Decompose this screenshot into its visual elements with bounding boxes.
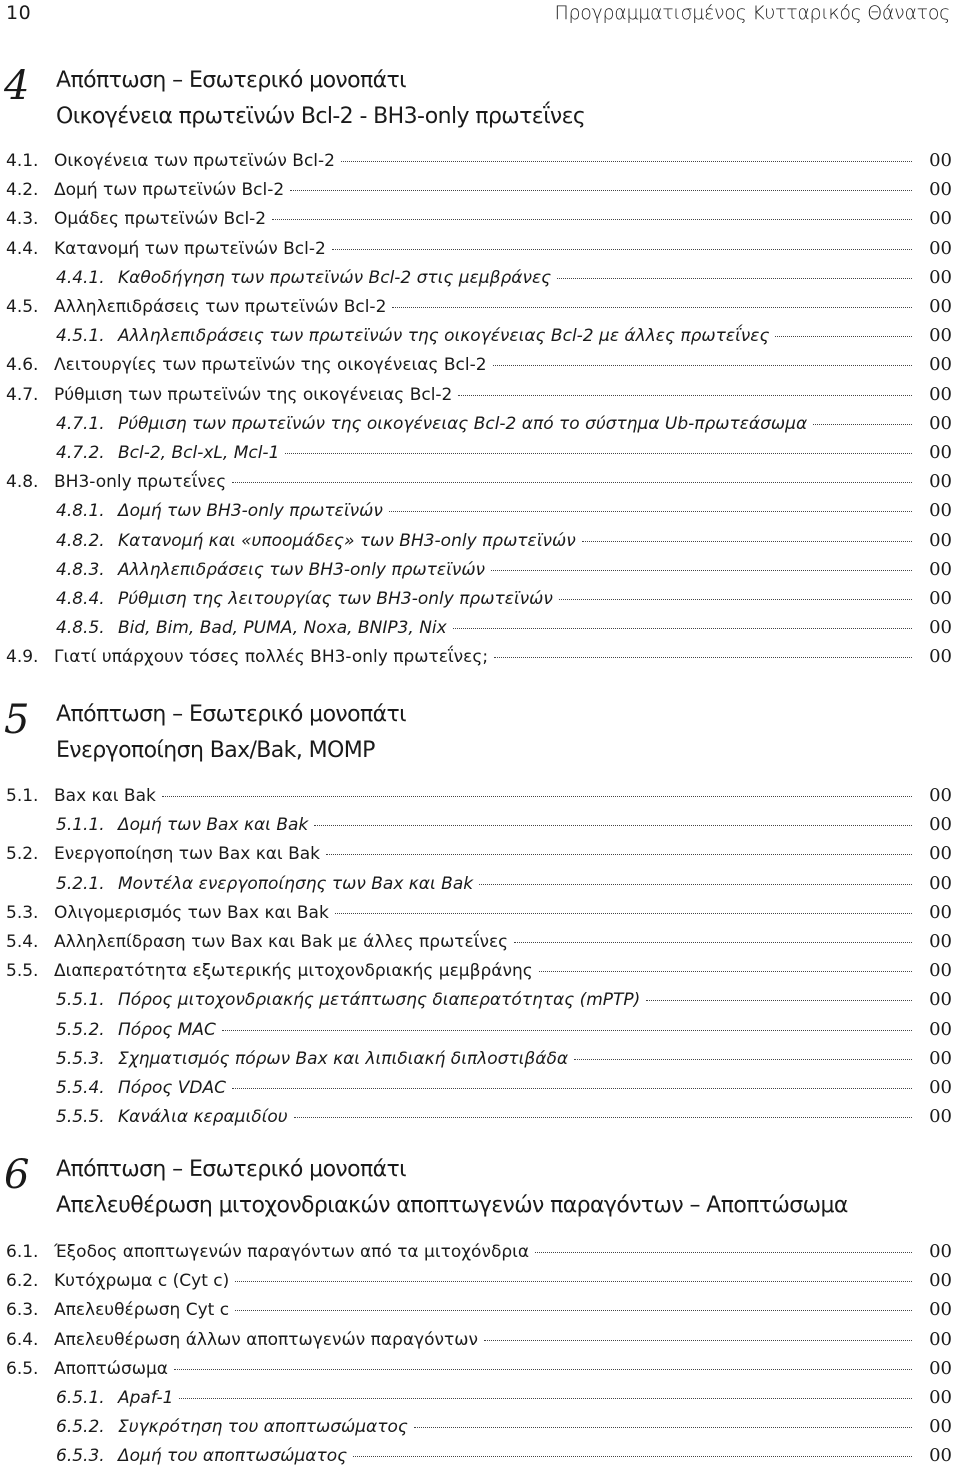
dot-leader bbox=[414, 1427, 912, 1428]
toc-entry-page: 00 bbox=[929, 1106, 952, 1128]
toc-entry[interactable] bbox=[0, 238, 960, 267]
toc-entry-title: Ρύθμιση της λειτουργίας των BH3-only πρωτεϊνών bbox=[118, 589, 553, 609]
toc-entry[interactable] bbox=[0, 1329, 960, 1358]
toc-entry[interactable] bbox=[0, 471, 960, 500]
toc-entry-page: 00 bbox=[929, 588, 952, 609]
toc-entry[interactable] bbox=[0, 814, 960, 843]
toc-entry-number: 4.8.1. bbox=[56, 501, 105, 522]
dot-leader bbox=[392, 307, 912, 308]
toc-entry-number: 4.1. bbox=[6, 151, 39, 171]
toc-entry-page: 00 bbox=[929, 296, 952, 317]
toc-entry-page: 00 bbox=[929, 989, 952, 1011]
dot-leader bbox=[235, 1281, 912, 1282]
toc-entry[interactable] bbox=[0, 1270, 960, 1299]
toc-entry-title: Bcl-2, Bcl-xL, Mcl-1 bbox=[118, 443, 280, 463]
toc-entry-page: 00 bbox=[929, 1270, 952, 1292]
toc-entry-title: Apaf-1 bbox=[118, 1388, 174, 1408]
toc-entry-title: Πόρος VDAC bbox=[118, 1078, 226, 1098]
dot-leader bbox=[514, 942, 912, 943]
chapter-title-line: Απόπτωση – Εσωτερικό μονοπάτι bbox=[56, 68, 407, 93]
toc-entry[interactable] bbox=[0, 1048, 960, 1077]
toc-entry[interactable] bbox=[0, 1387, 960, 1416]
toc-entry[interactable] bbox=[0, 588, 960, 617]
toc-entry-number: 4.4. bbox=[6, 238, 39, 259]
toc-entry-number: 4.5. bbox=[6, 297, 39, 317]
toc-entry-title: BH3-only πρωτεΐνες bbox=[54, 472, 227, 493]
toc-entry[interactable] bbox=[0, 500, 960, 529]
toc-entry-title: Γιατί υπάρχουν τόσες πολλές BH3-only πρωτεΐνες; bbox=[54, 647, 489, 668]
toc-entry-page: 00 bbox=[929, 1241, 952, 1262]
toc-entry-number: 4.5.1. bbox=[56, 326, 105, 347]
dot-leader bbox=[174, 1369, 912, 1370]
toc-entry[interactable] bbox=[0, 413, 960, 442]
toc-entry-page: 00 bbox=[929, 814, 952, 836]
toc-entry[interactable] bbox=[0, 559, 960, 588]
toc-entry-title: Κανάλια κεραμιδίου bbox=[118, 1107, 288, 1128]
toc-entry[interactable] bbox=[0, 902, 960, 931]
toc-entry[interactable] bbox=[0, 843, 960, 872]
dot-leader bbox=[493, 365, 912, 366]
dot-leader bbox=[232, 482, 912, 483]
toc-entry[interactable] bbox=[0, 1019, 960, 1048]
toc-entry-title: Μοντέλα ενεργοποίησης των Bax και Bak bbox=[118, 873, 474, 894]
toc-entry[interactable] bbox=[0, 1106, 960, 1135]
chapter-title-line: Απόπτωση – Εσωτερικό μονοπάτι bbox=[56, 702, 407, 727]
toc-entry-title: Απελευθέρωση Cyt c bbox=[54, 1300, 230, 1321]
dot-leader bbox=[326, 854, 912, 855]
dot-leader bbox=[335, 913, 912, 914]
toc-entry-page: 00 bbox=[929, 1387, 952, 1408]
chapter-title-line: Ενεργοποίηση Bax/Bak, MOMP bbox=[56, 738, 375, 763]
toc-entry-number: 4.8.3. bbox=[56, 559, 105, 580]
toc-entry-number: 5.5.4. bbox=[56, 1078, 105, 1098]
toc-entry[interactable] bbox=[0, 960, 960, 989]
toc-entry[interactable] bbox=[0, 442, 960, 471]
toc-entry-title: Έξοδος αποπτωγενών παραγόντων από τα μιτοχόνδρια bbox=[54, 1242, 530, 1262]
dot-leader bbox=[559, 599, 912, 600]
dot-leader bbox=[539, 971, 912, 972]
toc-entry-number: 6.5. bbox=[6, 1358, 39, 1379]
toc-entry-number: 5.1. bbox=[6, 786, 39, 806]
toc-entry-page: 00 bbox=[929, 500, 952, 522]
toc-entry-number: 4.8.4. bbox=[56, 589, 105, 609]
toc-entry-title: Κατανομή και «υποομάδες» των BH3-only πρωτεϊνών bbox=[118, 530, 576, 551]
dot-leader bbox=[222, 1030, 912, 1031]
toc-entry-page: 00 bbox=[929, 1328, 952, 1350]
toc-entry-title: Καθοδήγηση των πρωτεϊνών Bcl-2 στις μεμβράνες bbox=[118, 267, 552, 288]
toc-entry-page: 00 bbox=[929, 412, 952, 434]
dot-leader bbox=[294, 1117, 912, 1118]
toc-entry-page: 00 bbox=[929, 1047, 952, 1069]
toc-entry[interactable] bbox=[0, 267, 960, 296]
toc-entry-title: Κυτόχρωμα c (Cyt c) bbox=[54, 1271, 230, 1292]
toc-entry-number: 5.4. bbox=[6, 932, 39, 952]
chapter-title-line: Απόπτωση – Εσωτερικό μονοπάτι bbox=[56, 1157, 407, 1182]
toc-entry-title: Σχηματισμός πόρων Bax και λιπιδιακή διπλοστιβάδα bbox=[118, 1048, 569, 1069]
toc-entry-page: 00 bbox=[929, 237, 952, 259]
dot-leader bbox=[232, 1088, 912, 1089]
toc-entry[interactable] bbox=[0, 530, 960, 559]
toc-entry[interactable] bbox=[0, 931, 960, 960]
toc-entry[interactable] bbox=[0, 208, 960, 237]
toc-entry-title: Ενεργοποίηση των Bax και Bak bbox=[54, 844, 321, 865]
toc-entry[interactable] bbox=[0, 296, 960, 325]
toc-entry-number: 5.1.1. bbox=[56, 815, 105, 836]
toc-entry-title: Αποπτώσωμα bbox=[54, 1358, 169, 1379]
toc-entry[interactable] bbox=[0, 354, 960, 383]
dot-leader bbox=[582, 541, 912, 542]
toc-entry-page: 00 bbox=[929, 558, 952, 580]
toc-entry-page: 00 bbox=[929, 1018, 952, 1040]
dot-leader bbox=[574, 1059, 912, 1060]
toc-entry[interactable] bbox=[0, 1299, 960, 1328]
toc-entry-number: 6.5.3. bbox=[56, 1446, 105, 1467]
toc-entry-number: 5.5.5. bbox=[56, 1107, 105, 1128]
toc-entry-title: Διαπερατότητα εξωτερικής μιτοχονδριακής μεμβράνης bbox=[54, 961, 533, 982]
dot-leader bbox=[775, 336, 912, 337]
dot-leader bbox=[484, 1340, 912, 1341]
dot-leader bbox=[813, 424, 912, 425]
dot-leader bbox=[494, 657, 912, 658]
toc-entry-page: 00 bbox=[929, 617, 952, 639]
toc-entry-number: 4.4.1. bbox=[56, 267, 105, 288]
toc-entry-title: Δομή των Bax και Bak bbox=[118, 815, 309, 836]
toc-entry[interactable] bbox=[0, 617, 960, 646]
toc-entry-number: 6.3. bbox=[6, 1300, 39, 1321]
chapter-title-line: Οικογένεια πρωτεϊνών Bcl-2 - BH3-only πρωτεΐνες bbox=[56, 104, 586, 129]
toc-entry-number: 4.8. bbox=[6, 472, 39, 493]
toc-entry-number: 4.9. bbox=[6, 647, 39, 668]
dot-leader bbox=[341, 161, 912, 162]
toc-entry[interactable] bbox=[0, 1416, 960, 1445]
toc-entry-page: 00 bbox=[929, 1445, 952, 1467]
toc-entry[interactable] bbox=[0, 179, 960, 208]
toc-entry-page: 00 bbox=[929, 208, 952, 230]
toc-entry-page: 00 bbox=[929, 931, 952, 952]
toc-entry[interactable] bbox=[0, 785, 960, 814]
running-title: Προγραμματισμένος Κυτταρικός Θάνατος bbox=[554, 2, 950, 24]
toc-entry-number: 5.3. bbox=[6, 902, 39, 923]
toc-entry-title: Αλληλεπιδράσεις των πρωτεϊνών Bcl-2 bbox=[54, 297, 387, 317]
toc-entry-page: 00 bbox=[929, 1077, 952, 1098]
chapter-number: 4 bbox=[4, 63, 30, 109]
toc-entry-number: 4.6. bbox=[6, 355, 39, 376]
dot-leader bbox=[535, 1252, 912, 1253]
dot-leader bbox=[285, 453, 912, 454]
toc-entry-title: Κατανομή των πρωτεϊνών Bcl-2 bbox=[54, 238, 326, 259]
dot-leader bbox=[179, 1398, 912, 1399]
toc-entry-number: 5.2. bbox=[6, 844, 39, 865]
toc-entry-number: 4.3. bbox=[6, 209, 39, 230]
toc-entry-title: Ρύθμιση των πρωτεϊνών της οικογένειας Bcl-2 από το σύστημα Ub-πρωτεάσωμα bbox=[118, 413, 808, 434]
toc-entry-page: 00 bbox=[929, 325, 952, 347]
dot-leader bbox=[453, 628, 912, 629]
toc-entry-number: 4.7.2. bbox=[56, 443, 105, 463]
toc-entry-number: 4.2. bbox=[6, 180, 39, 201]
toc-entry-number: 5.2.1. bbox=[56, 873, 105, 894]
toc-entry-title: Απελευθέρωση άλλων αποπτωγενών παραγόντων bbox=[54, 1329, 478, 1350]
dot-leader bbox=[557, 278, 912, 279]
dot-leader bbox=[235, 1310, 912, 1311]
chapter-title-line: Απελευθέρωση μιτοχονδριακών αποπτωγενών παραγόντων – Αποπτώσωμα bbox=[56, 1193, 848, 1218]
dot-leader bbox=[458, 395, 912, 396]
toc-entry-title: Πόρος μιτοχονδριακής μετάπτωσης διαπερατότητας (mPTP) bbox=[118, 990, 641, 1011]
toc-entry-title: Αλληλεπιδράσεις των πρωτεϊνών της οικογένειας Bcl-2 με άλλες πρωτεΐνες bbox=[118, 326, 770, 347]
dot-leader bbox=[290, 190, 912, 191]
toc-entry-page: 00 bbox=[929, 872, 952, 894]
toc-entry-page: 00 bbox=[929, 1299, 952, 1321]
toc-entry-number: 6.2. bbox=[6, 1271, 39, 1292]
toc-entry-page: 00 bbox=[929, 960, 952, 982]
toc-entry-title: Ομάδες πρωτεϊνών Bcl-2 bbox=[54, 209, 267, 230]
toc-entry-number: 5.5.2. bbox=[56, 1019, 105, 1040]
toc-entry[interactable] bbox=[0, 646, 960, 675]
toc-entry[interactable] bbox=[0, 1077, 960, 1106]
dot-leader bbox=[479, 884, 912, 885]
toc-entry-title: Δομή του αποπτωσώματος bbox=[118, 1446, 348, 1467]
toc-entry-title: Ολιγομερισμός των Bax και Bak bbox=[54, 902, 329, 923]
toc-entry[interactable] bbox=[0, 873, 960, 902]
toc-entry-page: 00 bbox=[929, 179, 952, 201]
toc-entry-page: 00 bbox=[929, 901, 952, 923]
toc-entry-number: 6.1. bbox=[6, 1242, 39, 1262]
toc-entry[interactable] bbox=[0, 150, 960, 179]
toc-entry-title: Αλληλεπιδράσεις των BH3-only πρωτεϊνών bbox=[118, 559, 486, 580]
toc-entry-title: Οικογένεια των πρωτεϊνών Bcl-2 bbox=[54, 151, 335, 171]
toc-entry-page: 00 bbox=[929, 1416, 952, 1438]
chapter-number: 5 bbox=[4, 697, 30, 743]
toc-entry-number: 5.5.3. bbox=[56, 1048, 105, 1069]
toc-entry-page: 00 bbox=[929, 471, 952, 493]
toc-entry-title: Αλληλεπίδραση των Bax και Bak με άλλες πρωτεΐνες bbox=[54, 932, 509, 952]
toc-entry[interactable] bbox=[0, 1358, 960, 1387]
chapter-number: 6 bbox=[4, 1152, 30, 1198]
dot-leader bbox=[491, 570, 912, 571]
toc-entry[interactable] bbox=[0, 384, 960, 413]
toc-entry-number: 5.5.1. bbox=[56, 990, 105, 1011]
toc-entry-title: Λειτουργίες των πρωτεϊνών της οικογένειας Bcl-2 bbox=[54, 355, 487, 376]
toc-entry-number: 4.8.5. bbox=[56, 618, 105, 639]
toc-entry-title: Πόρος MAC bbox=[118, 1019, 216, 1040]
dot-leader bbox=[646, 1000, 912, 1001]
dot-leader bbox=[332, 249, 912, 250]
toc-entry-page: 00 bbox=[929, 785, 952, 806]
dot-leader bbox=[272, 219, 912, 220]
dot-leader bbox=[314, 825, 912, 826]
toc-entry-page: 00 bbox=[929, 529, 952, 551]
toc-entry-number: 5.5. bbox=[6, 961, 39, 982]
toc-entry-title: Δομή των BH3-only πρωτεϊνών bbox=[118, 501, 383, 522]
toc-entry-page: 00 bbox=[929, 646, 952, 668]
toc-entry-title: Bid, Bim, Bad, PUMA, Noxa, BNIP3, Nix bbox=[118, 618, 447, 639]
toc-entry-title: Bax και Bak bbox=[54, 786, 156, 806]
toc-entry-number: 4.8.2. bbox=[56, 530, 105, 551]
toc-entry-page: 00 bbox=[929, 354, 952, 376]
toc-entry-number: 4.7. bbox=[6, 384, 39, 405]
toc-entry-number: 6.4. bbox=[6, 1329, 39, 1350]
toc-entry-title: Ρύθμιση των πρωτεϊνών της οικογένειας Bcl-2 bbox=[54, 384, 453, 405]
toc-entry-page: 00 bbox=[929, 1357, 952, 1379]
dot-leader bbox=[162, 796, 912, 797]
toc-entry-page: 00 bbox=[929, 442, 952, 463]
toc-entry[interactable] bbox=[0, 325, 960, 354]
toc-entry-title: Συγκρότηση του αποπτωσώματος bbox=[118, 1417, 408, 1438]
toc-entry-page: 00 bbox=[929, 383, 952, 405]
toc-entry-page: 00 bbox=[929, 150, 952, 171]
dot-leader bbox=[353, 1456, 912, 1457]
toc-entry-number: 4.7.1. bbox=[56, 413, 105, 434]
toc-entry[interactable] bbox=[0, 1241, 960, 1270]
toc-entry-title: Δομή των πρωτεϊνών Bcl-2 bbox=[54, 180, 285, 201]
toc-entry-number: 6.5.1. bbox=[56, 1388, 105, 1408]
toc-entry-number: 6.5.2. bbox=[56, 1417, 105, 1438]
toc-entry-page: 00 bbox=[929, 266, 952, 288]
page-number: 10 bbox=[6, 2, 32, 24]
toc-entry-page: 00 bbox=[929, 843, 952, 865]
dot-leader bbox=[389, 511, 912, 512]
toc-entry[interactable] bbox=[0, 989, 960, 1018]
